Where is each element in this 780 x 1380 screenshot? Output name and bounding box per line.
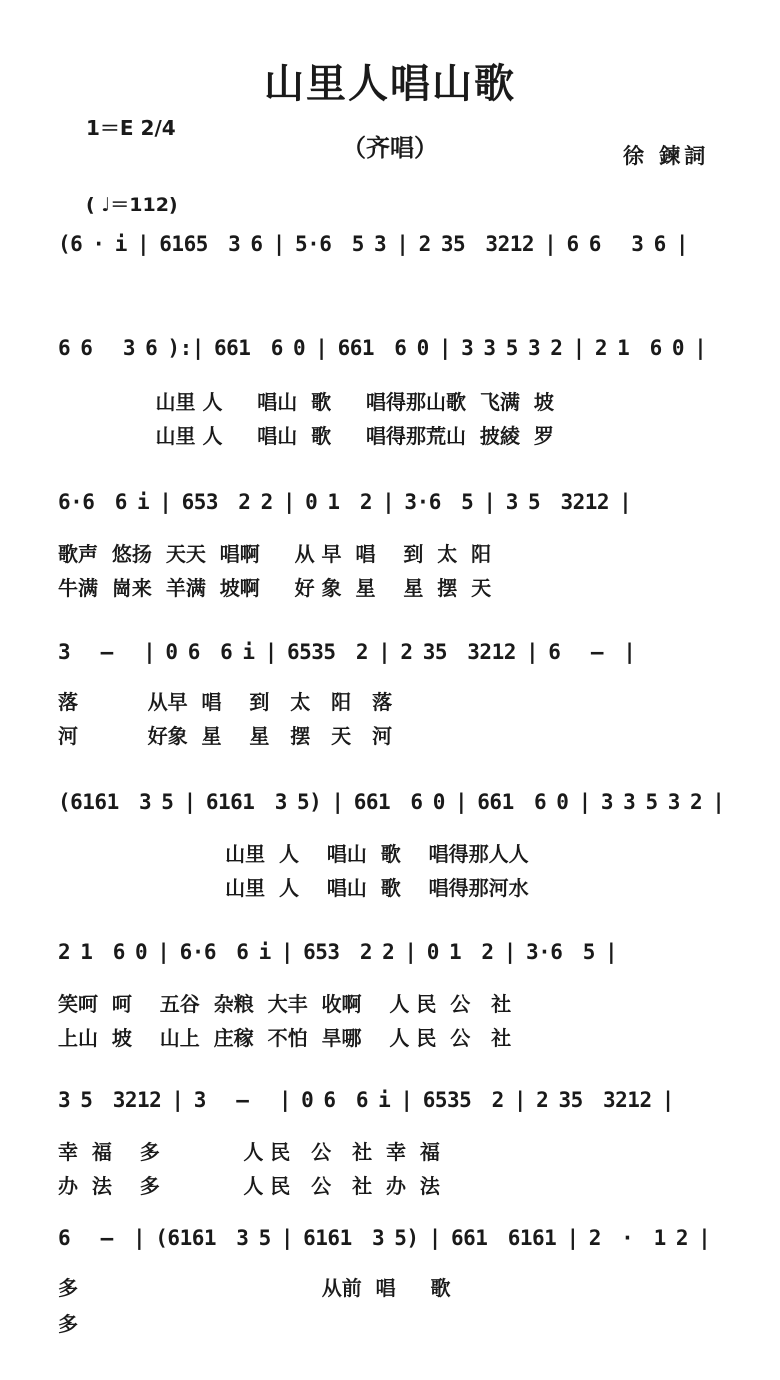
lyric-verse-2: 办 法 多 人 民 公 社 办 法 [58,1174,440,1198]
performance-note: （齐唱） [342,134,438,162]
lyric-verse-1: 山里 人 唱山 歌 唱得那人人 [58,842,529,866]
tempo-marking: ( ♩＝112) [86,194,178,216]
notation-line: (6161 3 5 | 6161 3 5) | 661 6 0 | 661 6 0 | 3 3 5 3 2 | [58,790,725,814]
notation-line: 2 1 6 0 | 6·6 6 i | 653 2 2 | 0 1 2 | 3·6 5 | [58,940,618,964]
lyric-verse-2: 多 [58,1312,78,1336]
notation-line: 6 — | (6161 3 5 | 6161 3 5) | 661 6161 | 2 · 1 2 | [58,1226,711,1250]
notation-line: 3 — | 0 6 6 i | 6535 2 | 2 35 3212 | 6 — | [58,640,636,664]
lyric-verse-1: 幸 福 多 人 民 公 社 幸 福 [58,1140,440,1164]
notation-line: (6 · i | 6165 3 6 | 5·6 5 3 | 2 35 3212 | 6 6 3 6 | [58,232,689,256]
song-title: 山里人唱山歌 [264,60,516,107]
lyric-verse-1: 歌声 悠扬 天天 唱啊 从 早 唱 到 太 阳 [58,542,492,566]
lyric-verse-1: 山里 人 唱山 歌 唱得那山歌 飞满 坡 [58,390,554,414]
lyric-verse-2: 牛满 崗来 羊满 坡啊 好 象 星 星 摆 天 [58,576,492,600]
lyricist-credit: 徐 鍊詞 [623,144,710,168]
lyric-verse-1: 笑呵 呵 五谷 杂粮 大丰 收啊 人 民 公 社 [58,992,512,1016]
lyric-verse-2: 上山 坡 山上 庄稼 不怕 旱哪 人 民 公 社 [58,1026,512,1050]
notation-line: 3 5 3212 | 3 — | 0 6 6 i | 6535 2 | 2 35 3212 | [58,1088,674,1112]
lyric-verse-2: 河 好象 星 星 摆 天 河 [58,724,393,748]
key-signature: 1＝E 2/4 [86,116,176,140]
notation-line: 6 6 3 6 ):| 661 6 0 | 661 6 0 | 3 3 5 3 2 | 2 1 6 0 | [58,336,707,360]
lyric-verse-1: 落 从早 唱 到 太 阳 落 [58,690,393,714]
notation-line: 6·6 6 i | 653 2 2 | 0 1 2 | 3·6 5 | 3 5 3212 | [58,490,632,514]
lyric-verse-2: 山里 人 唱山 歌 唱得那河水 [58,876,529,900]
lyric-verse-1: 多 从前 唱 歌 [58,1276,451,1300]
lyric-verse-2: 山里 人 唱山 歌 唱得那荒山 披綾 罗 [58,424,554,448]
